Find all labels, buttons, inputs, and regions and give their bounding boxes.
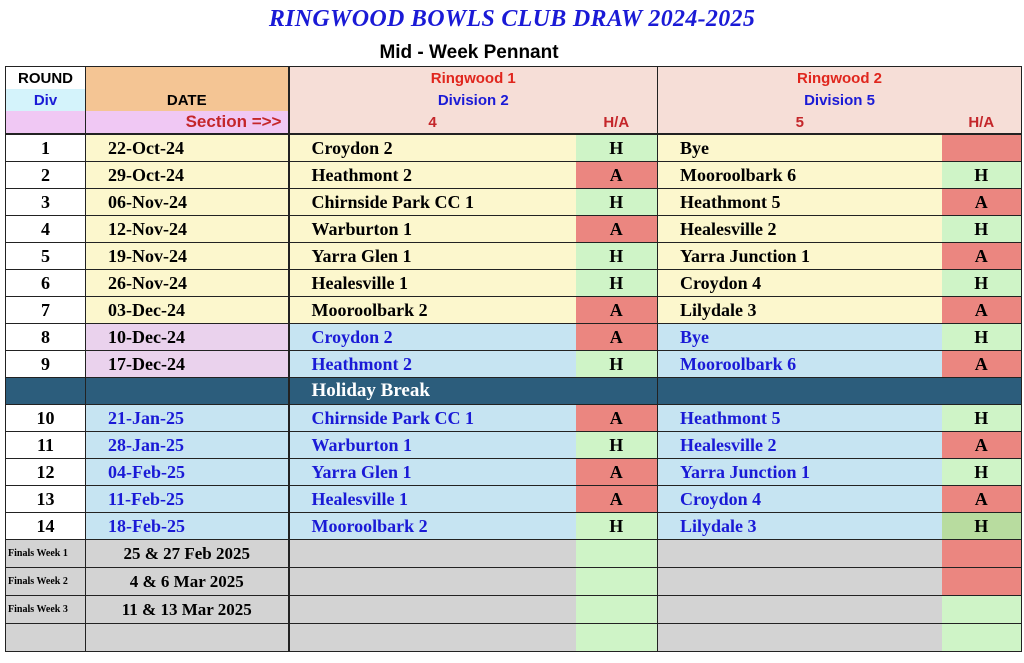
finals-team1-empty — [289, 540, 576, 568]
team2-opponent: Heathmont 5 — [658, 405, 942, 432]
team2-opponent: Bye — [658, 324, 942, 351]
empty-cell — [6, 624, 86, 652]
empty-cell — [576, 624, 658, 652]
team1-opponent: Mooroolbark 2 — [289, 297, 576, 324]
round-date: 19-Nov-24 — [86, 243, 289, 270]
round-number: 14 — [6, 513, 86, 540]
table-row — [6, 297, 1022, 324]
round-number: 1 — [6, 134, 86, 162]
team1-opponent: Chirnside Park CC 1 — [289, 189, 576, 216]
team2-ha — [942, 134, 1022, 162]
team2-section: 5 — [658, 111, 942, 134]
round-date: 17-Dec-24 — [86, 351, 289, 378]
team1-opponent: Healesville 1 — [289, 486, 576, 513]
team2-opponent: Bye — [658, 134, 942, 162]
round-date: 18-Feb-25 — [86, 513, 289, 540]
holiday-empty-opp2 — [658, 378, 942, 405]
date-header: DATE — [86, 89, 289, 111]
finals-team2-ha — [942, 568, 1022, 596]
table-row — [6, 432, 1022, 459]
finals-team2-ha — [942, 540, 1022, 568]
team1-ha: H — [576, 432, 658, 459]
holiday-label: Holiday Break — [289, 378, 576, 405]
finals-date: 11 & 13 Mar 2025 — [86, 596, 289, 624]
team2-ha: H — [942, 162, 1022, 189]
team2-opponent: Healesville 2 — [658, 432, 942, 459]
round-date: 06-Nov-24 — [86, 189, 289, 216]
empty-cell — [658, 624, 942, 652]
team2-opponent: Lilydale 3 — [658, 513, 942, 540]
team1-ha: A — [576, 486, 658, 513]
team2-ha: H — [942, 513, 1022, 540]
team2-ha: H — [942, 270, 1022, 297]
team2-name: Ringwood 2 — [658, 67, 1022, 90]
holiday-empty-round — [6, 378, 86, 405]
round-number: 9 — [6, 351, 86, 378]
team2-ha: A — [942, 243, 1022, 270]
team2-ha: H — [942, 459, 1022, 486]
table-row — [6, 513, 1022, 540]
team1-opponent: Chirnside Park CC 1 — [289, 405, 576, 432]
holiday-empty-date — [86, 378, 289, 405]
finals-team1-ha — [576, 568, 658, 596]
team1-opponent: Yarra Glen 1 — [289, 459, 576, 486]
team1-ha: H — [576, 243, 658, 270]
team2-ha: A — [942, 189, 1022, 216]
round-date: 21-Jan-25 — [86, 405, 289, 432]
round-header: ROUND — [6, 67, 86, 90]
finals-team2-empty — [658, 596, 942, 624]
table-row — [6, 486, 1022, 513]
round-date: 26-Nov-24 — [86, 270, 289, 297]
team1-ha: H — [576, 270, 658, 297]
holiday-empty-ha2 — [942, 378, 1022, 405]
table-row — [6, 459, 1022, 486]
team1-ha: H — [576, 189, 658, 216]
finals-week-label: Finals Week 1 — [6, 540, 86, 568]
table-row — [6, 270, 1022, 297]
team1-ha: H — [576, 134, 658, 162]
table-row-empty — [6, 624, 1022, 652]
date-header-top — [86, 67, 289, 90]
holiday-empty-ha1 — [576, 378, 658, 405]
team2-ha: H — [942, 324, 1022, 351]
round-number: 8 — [6, 324, 86, 351]
page-subtitle: Mid - Week Pennant — [379, 42, 559, 63]
team2-ha: H — [942, 216, 1022, 243]
table-row — [6, 324, 1022, 351]
team1-section: 4 — [289, 111, 576, 134]
round-date: 04-Feb-25 — [86, 459, 289, 486]
round-date: 22-Oct-24 — [86, 134, 289, 162]
holiday-break-row — [6, 378, 1022, 405]
team2-opponent: Mooroolbark 6 — [658, 162, 942, 189]
round-number: 10 — [6, 405, 86, 432]
team2-opponent: Yarra Junction 1 — [658, 459, 942, 486]
table-row — [6, 134, 1022, 162]
header-row-sections — [6, 111, 1022, 134]
empty-cell — [289, 624, 576, 652]
team2-ha-header: H/A — [942, 111, 1022, 134]
round-number: 7 — [6, 297, 86, 324]
team2-opponent: Healesville 2 — [658, 216, 942, 243]
team1-ha: A — [576, 297, 658, 324]
team1-ha: A — [576, 216, 658, 243]
draw-table — [5, 66, 1022, 652]
team1-ha: H — [576, 513, 658, 540]
table-row — [6, 243, 1022, 270]
team2-ha: A — [942, 297, 1022, 324]
team2-opponent: Croydon 4 — [658, 486, 942, 513]
round-date: 12-Nov-24 — [86, 216, 289, 243]
header-row-names — [6, 67, 1022, 90]
draw-body — [6, 134, 1022, 652]
round-number: 12 — [6, 459, 86, 486]
team2-ha: H — [942, 405, 1022, 432]
section-label: Section =>> — [86, 111, 289, 134]
table-row — [6, 189, 1022, 216]
team1-ha: H — [576, 351, 658, 378]
team2-ha: A — [942, 351, 1022, 378]
round-number: 2 — [6, 162, 86, 189]
table-row — [6, 216, 1022, 243]
team2-division: Division 5 — [658, 89, 1022, 111]
finals-team2-empty — [658, 540, 942, 568]
finals-row — [6, 540, 1022, 568]
team1-ha-header: H/A — [576, 111, 658, 134]
team1-opponent: Healesville 1 — [289, 270, 576, 297]
round-number: 11 — [6, 432, 86, 459]
team2-opponent: Mooroolbark 6 — [658, 351, 942, 378]
finals-week-label: Finals Week 3 — [6, 596, 86, 624]
team2-opponent: Heathmont 5 — [658, 189, 942, 216]
finals-week-label: Finals Week 2 — [6, 568, 86, 596]
section-cell — [6, 111, 86, 134]
round-date: 11-Feb-25 — [86, 486, 289, 513]
team2-ha: A — [942, 486, 1022, 513]
finals-team1-empty — [289, 596, 576, 624]
team1-opponent: Warburton 1 — [289, 432, 576, 459]
table-row — [6, 405, 1022, 432]
round-date: 29-Oct-24 — [86, 162, 289, 189]
team2-opponent: Yarra Junction 1 — [658, 243, 942, 270]
finals-team1-ha — [576, 540, 658, 568]
team2-opponent: Lilydale 3 — [658, 297, 942, 324]
round-number: 13 — [6, 486, 86, 513]
table-row — [6, 351, 1022, 378]
table-row — [6, 162, 1022, 189]
finals-row — [6, 568, 1022, 596]
finals-team2-ha — [942, 596, 1022, 624]
header-row-divisions — [6, 89, 1022, 111]
empty-cell — [86, 624, 289, 652]
finals-team2-empty — [658, 568, 942, 596]
empty-cell — [942, 624, 1022, 652]
round-number: 6 — [6, 270, 86, 297]
div-header: Div — [6, 89, 86, 111]
round-date: 10-Dec-24 — [86, 324, 289, 351]
round-date: 28-Jan-25 — [86, 432, 289, 459]
team1-opponent: Croydon 2 — [289, 134, 576, 162]
team2-ha: A — [942, 432, 1022, 459]
finals-team1-empty — [289, 568, 576, 596]
team1-opponent: Heathmont 2 — [289, 162, 576, 189]
round-date: 03-Dec-24 — [86, 297, 289, 324]
team1-opponent: Croydon 2 — [289, 324, 576, 351]
team1-name: Ringwood 1 — [289, 67, 658, 90]
team1-ha: A — [576, 405, 658, 432]
finals-date: 25 & 27 Feb 2025 — [86, 540, 289, 568]
team1-opponent: Heathmont 2 — [289, 351, 576, 378]
team2-opponent: Croydon 4 — [658, 270, 942, 297]
round-number: 5 — [6, 243, 86, 270]
team1-ha: A — [576, 162, 658, 189]
team1-opponent: Yarra Glen 1 — [289, 243, 576, 270]
finals-date: 4 & 6 Mar 2025 — [86, 568, 289, 596]
finals-team1-ha — [576, 596, 658, 624]
team1-ha: A — [576, 459, 658, 486]
page-title: RINGWOOD BOWLS CLUB DRAW 2024-2025 — [268, 6, 756, 32]
round-number: 3 — [6, 189, 86, 216]
round-number: 4 — [6, 216, 86, 243]
team1-ha: A — [576, 324, 658, 351]
team1-opponent: Warburton 1 — [289, 216, 576, 243]
team1-opponent: Mooroolbark 2 — [289, 513, 576, 540]
finals-row — [6, 596, 1022, 624]
team1-division: Division 2 — [289, 89, 658, 111]
